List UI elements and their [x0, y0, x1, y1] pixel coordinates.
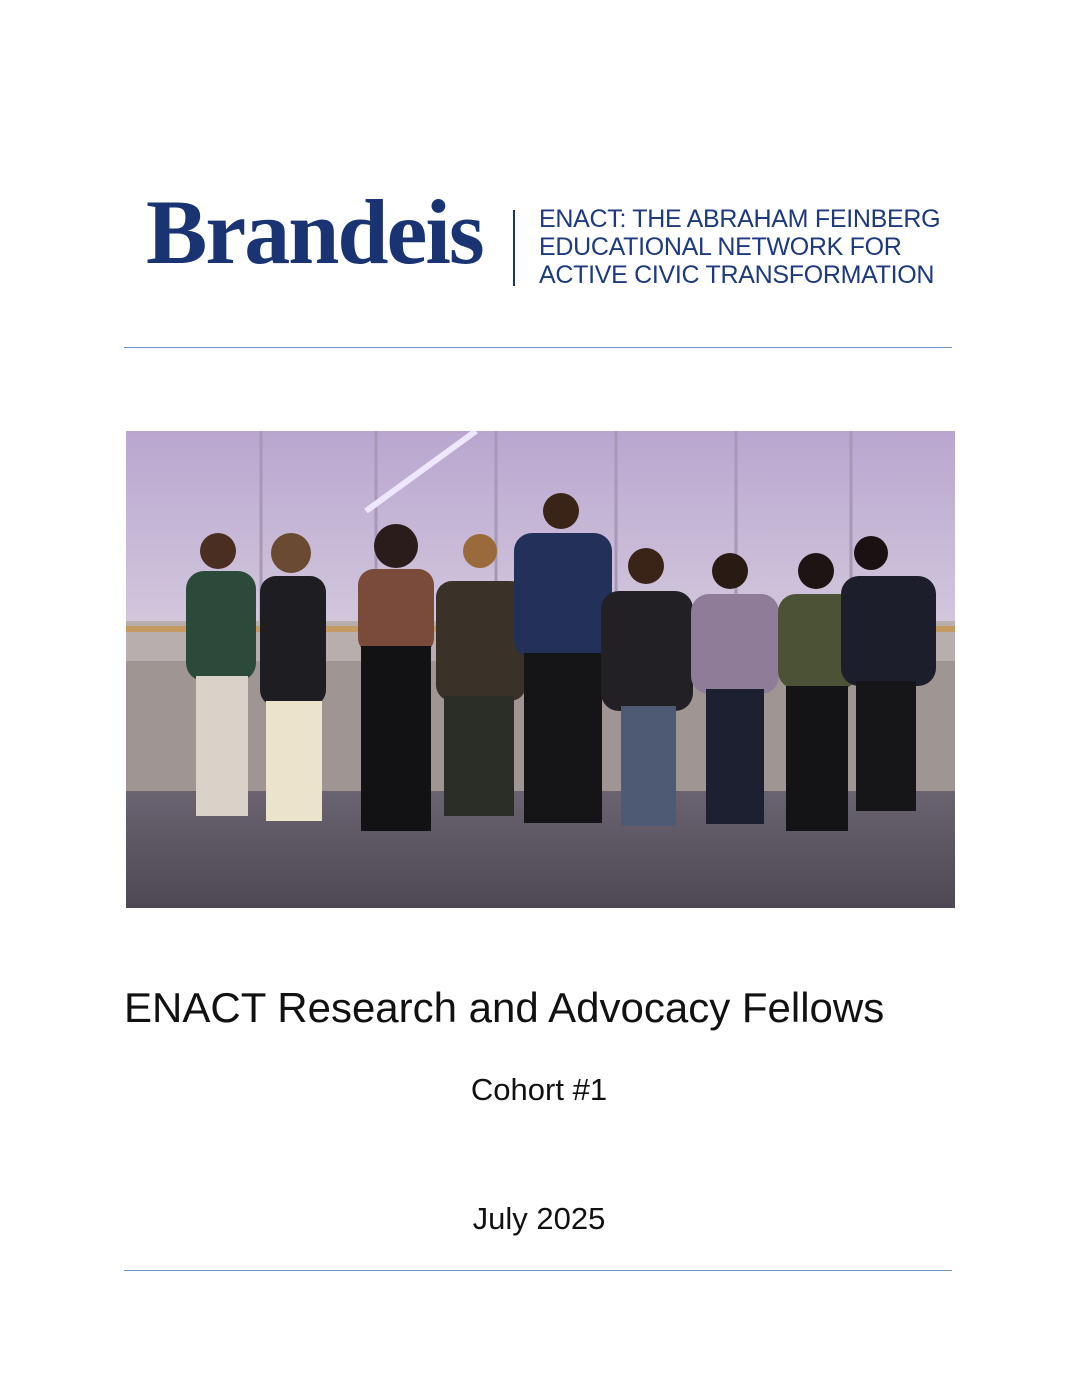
logo-subtitle-line: EDUCATIONAL NETWORK FOR — [539, 233, 902, 261]
logo-subtitle-line: ACTIVE CIVIC TRANSFORMATION — [539, 261, 935, 289]
publication-date: July 2025 — [472, 1201, 606, 1236]
logo-subtitle-line: ENACT: THE ABRAHAM FEINBERG — [539, 205, 941, 233]
logo-divider — [513, 210, 515, 286]
top-rule — [124, 347, 952, 348]
cohort-label: Cohort #1 — [470, 1072, 608, 1107]
document-title: ENACT Research and Advocacy Fellows — [124, 984, 885, 1031]
brandeis-logo-wordmark: Brandeis — [146, 181, 483, 283]
cohort-group-photo — [126, 431, 955, 908]
bottom-rule — [124, 1270, 952, 1271]
logo-subtitle — [539, 205, 940, 289]
